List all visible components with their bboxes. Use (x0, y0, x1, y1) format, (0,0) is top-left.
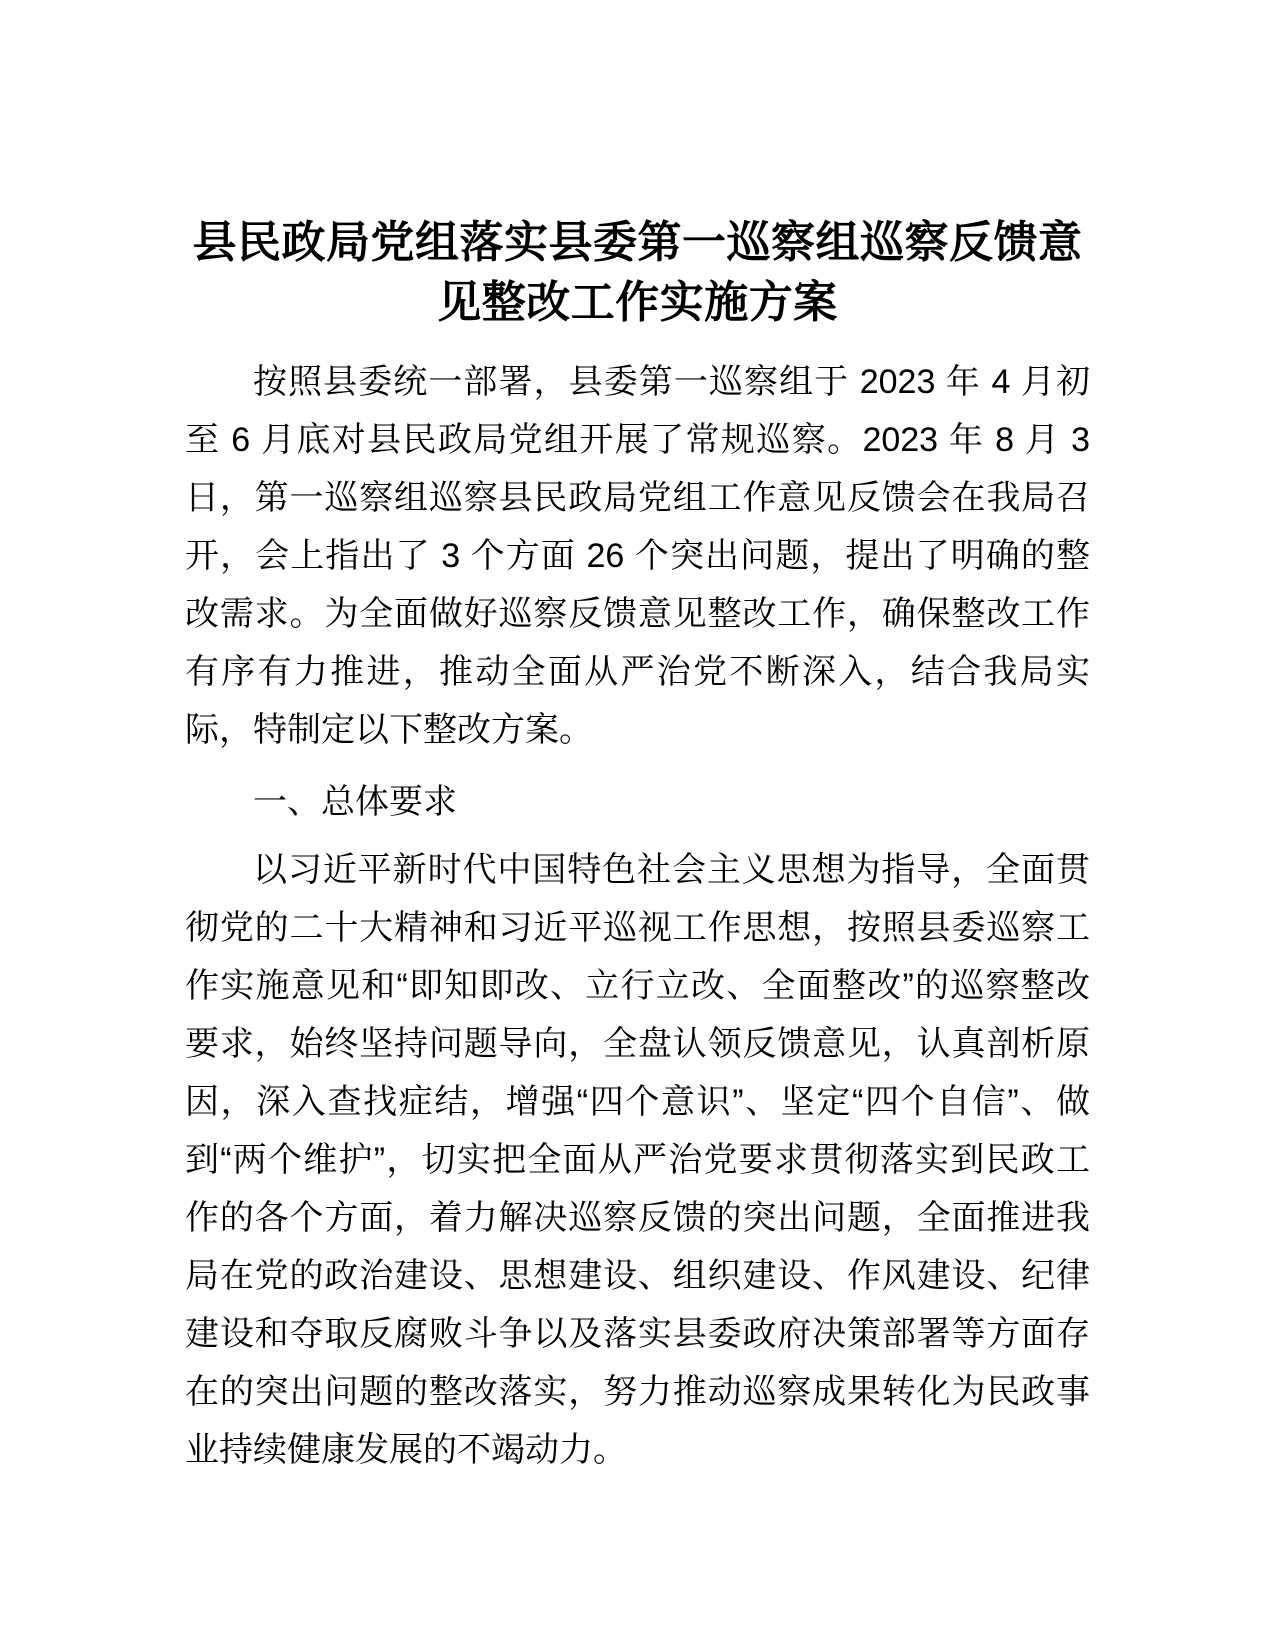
document-title-line-2: 见整改工作实施方案 (437, 278, 838, 327)
paragraph-intro: 按照县委统一部署，县委第一巡察组于 2023 年 4 月初至 6 月底对县民政局党组开展了常规巡察。2023 年 8 月 3 日，第一巡察组巡察县民政局党组工作意见反馈会在我局召开，会上指出了 3 个方面 26 个突出问题，提出了明确的整改需求。为全面做好巡察反馈意见整改工作，确保整改工作有序有力推进，推动全面从严治党不断深入，结合我局实际，特制定以下整改方案。 (185, 363, 1090, 749)
document-title-line-1: 县民政局党组落实县委第一巡察组巡察反馈意 (192, 218, 1083, 267)
paragraph-section1-body: 以习近平新时代中国特色社会主义思想为指导，全面贯彻党的二十大精神和习近平巡视工作思想，按照县委巡察工作实施意见和“即知即改、立行立改、全面整改”的巡察整改要求，始终坚持问题导向，全盘认领反馈意见，认真剖析原因，深入查找症结，增强“四个意识”、坚定“四个自信”、做到“两个维护”，切实把全面从严治党要求贯彻落实到民政工作的各个方面，着力解决巡察反馈的突出问题，全面推进我局在党的政治建设、思想建设、组织建设、作风建设、纪律建设和夺取反腐败斗争以及落实县委政府决策部署等方面存在的突出问题的整改落实，努力推动巡察成果转化为民政事业持续健康发展的不竭动力。 (185, 851, 1090, 1469)
section-heading-overall-requirements: 一、总体要求 (253, 783, 457, 821)
document-title (185, 213, 1090, 333)
